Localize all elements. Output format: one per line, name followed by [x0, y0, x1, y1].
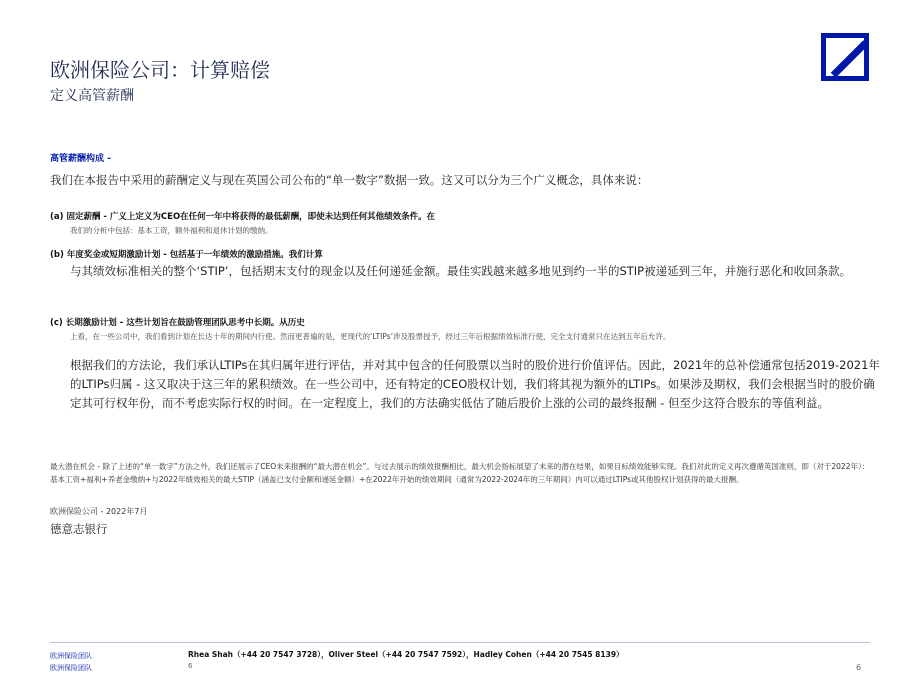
footer-team-label-2: 欧洲保险团队 — [50, 664, 92, 672]
item-a-body: 我们的分析中包括：基本工资，额外福利和退休计划的缴纳。 — [70, 226, 273, 235]
methodology-paragraph: 根据我们的方法论，我们承认LTIPs在其归属年进行评估，并对其中包含的任何股票以当时的股价进行价值评估。因此，2021年的总补偿通常包括2019-2021年的LTIPs归属 - 这又取决于这三年的累积绩效。在一些公司中，还有特定的CEO股权计划，我们将其视为额外的LTIPs。如果涉及期权，我们会根据当时的股价确定其可行权年份，而不考虑实际行权的时间。在一定程度上，我们的方法确实低估了随后股价上涨的公司的最终报酬 - 但至少这符合股东的等值利益。 — [70, 358, 880, 410]
item-c-heading: (c) 长期激励计划 - 这些计划旨在鼓励管理团队思考中长期。从历史 — [50, 318, 305, 328]
item-a-heading: (a) 固定薪酬 - 广义上定义为CEO在任何一年中将获得的最低薪酬，即使未达到任何其他绩效条件。在 — [50, 212, 436, 222]
logo-slash — [831, 40, 868, 77]
item-c-body: 上看，在一些公司中，我们看到计划在长达十年的期间内行使。然而更普遍的是，更现代的‘LTIPs’涉及股票授予，经过三年后根据绩效标准行使，完全支付通常只在达到五年后允许。 — [70, 332, 671, 341]
item-b-heading: (b) 年度奖金或短期激励计划 - 包括基于一年绩效的激励措施。我们计算 — [50, 250, 323, 260]
footer-divider — [50, 642, 870, 643]
page-title: 欧洲保险公司：计算赔偿 — [50, 58, 270, 82]
page-subtitle: 定义高管薪酬 — [50, 88, 134, 104]
section-heading: 高管薪酬构成 - — [50, 154, 111, 164]
item-b-body: 与其绩效标准相关的整个‘STIP’，包括期末支付的现金以及任何递延金额。最佳实践越来越多地见到约一半的STIP被递延到三年，并施行恶化和收回条款。 — [70, 264, 852, 278]
page-number: 6 — [856, 663, 862, 672]
max-opportunity-note: 最大潜在机会 - 除了上述的“单一数字”方法之外，我们还展示了CEO未来报酬的“最大潜在机会”。与过去展示的绩效报酬相比，最大机会指标展望了未来的潜在结果，如果目标绩效能够实现。我们对此的定义再次遵循英国准则，即（对于2022年）：基本工资+福利+养老金缴纳+与2022年绩效相关的最大STIP（涵盖已支付金额和递延金额）+在2022年开始的绩效期间（通常为2022-2024年的三年期间）内可以通过LTIPs或其他股权计划获得的最大报酬。 — [50, 462, 870, 484]
footer-contacts: Rhea Shah（+44 20 7547 3728），Oliver Steel（+44 20 7547 7592），Hadley Cohen（+44 20 7545 8139） — [188, 650, 624, 659]
deutsche-bank-logo-icon — [821, 33, 869, 81]
intro-paragraph: 我们在本报告中采用的薪酬定义与现在英国公司公布的“单一数字”数据一致。这又可以分为三个广义概念，具体来说： — [50, 173, 649, 187]
bank-name: 德意志银行 — [50, 522, 108, 536]
footer-small-number: 6 — [188, 662, 193, 670]
footer-team-label: 欧洲保险团队 — [50, 652, 92, 660]
source-date: 欧洲保险公司 - 2022年7月 — [50, 507, 148, 516]
